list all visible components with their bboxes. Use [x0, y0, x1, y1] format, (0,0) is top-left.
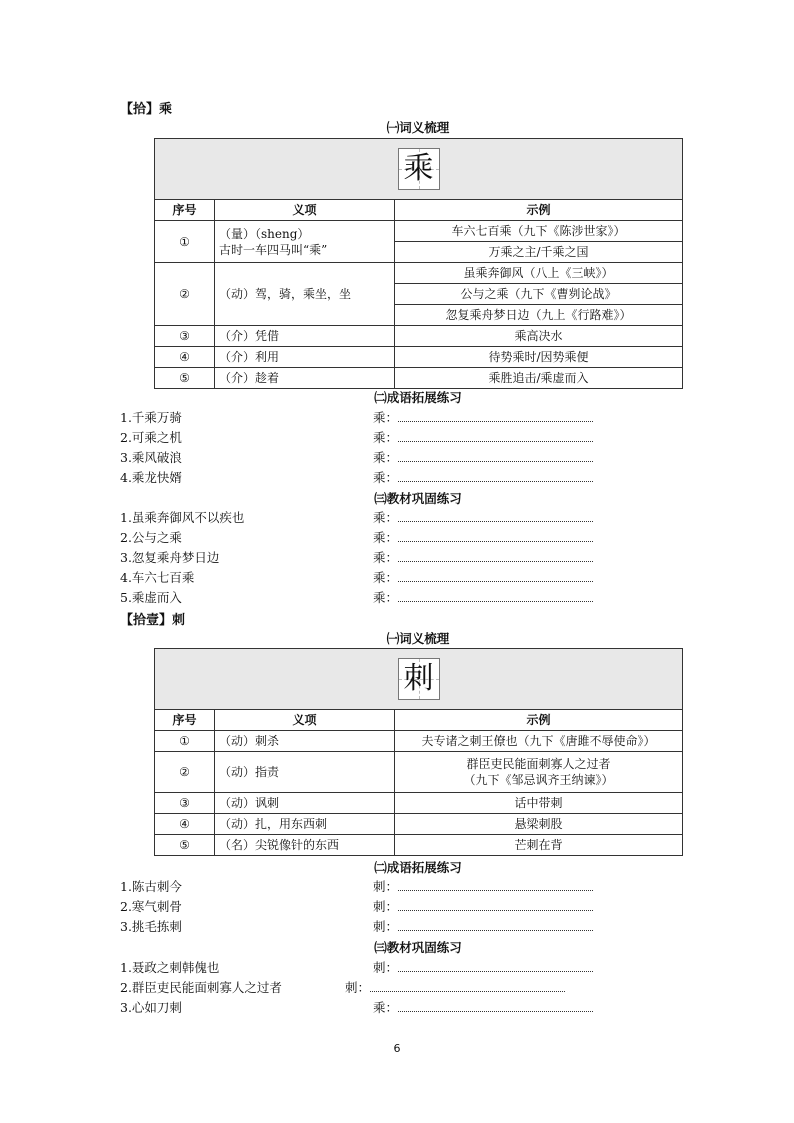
textbook-item: 2.公与之乘: [120, 530, 182, 545]
example-cell: 万乘之主/千乘之国: [395, 242, 683, 263]
row-number: ①: [155, 221, 215, 263]
textbook-item: 2.群臣吏民能面刺寡人之过者: [120, 980, 282, 995]
textbook-item: 5.乘虚而入: [120, 590, 182, 605]
example-cell: 夫专诸之刺王僚也（九下《唐雎不辱使命》）: [395, 731, 683, 752]
idiom-item: 3.乘风破浪: [120, 450, 182, 465]
answer-line[interactable]: 乘：: [373, 408, 593, 428]
subheading-idioms: ㈡成语拓展练习: [374, 390, 462, 405]
meaning-table-ci: [154, 648, 683, 856]
meaning-cell: （动）指责: [215, 752, 395, 793]
textbook-item: 1.虽乘奔御风不以疾也: [120, 510, 245, 525]
row-number: ④: [155, 814, 215, 835]
subheading-idioms: ㈡成语拓展练习: [374, 860, 462, 875]
idiom-item: 1.千乘万骑: [120, 410, 182, 425]
answer-line[interactable]: 乘：: [373, 588, 593, 608]
example-cell: 乘高决水: [395, 326, 683, 347]
meaning-table-cheng: [154, 138, 683, 389]
meaning-cell: （介）利用: [215, 347, 395, 368]
col-header-meaning: 义项: [215, 200, 395, 221]
meaning-cell: （动）扎，用东西刺: [215, 814, 395, 835]
answer-line[interactable]: 刺：: [373, 917, 593, 937]
row-number: ⑤: [155, 835, 215, 856]
example-cell: 待势乘时/因势乘便: [395, 347, 683, 368]
subheading-meaning: ㈠词义梳理: [386, 631, 450, 646]
meaning-cell: （介）趁着: [215, 368, 395, 389]
textbook-item: 3.忽复乘舟梦日边: [120, 550, 220, 565]
row-number: ④: [155, 347, 215, 368]
row-number: ③: [155, 793, 215, 814]
example-cell: 忽复乘舟梦日边（九上《行路难》）: [395, 305, 683, 326]
meaning-cell: （量）（sheng） 古时一车四马叫“乘”: [215, 221, 395, 263]
answer-line[interactable]: 刺：: [345, 978, 565, 998]
answer-line[interactable]: 乘：: [373, 568, 593, 588]
example-cell: 悬梁刺股: [395, 814, 683, 835]
row-number: ③: [155, 326, 215, 347]
idiom-item: 4.乘龙快婿: [120, 470, 182, 485]
section-title-ci: 【拾壹】刺: [120, 613, 186, 628]
answer-line[interactable]: 刺：: [373, 897, 593, 917]
col-header-example: 示例: [395, 200, 683, 221]
answer-line[interactable]: 乘：: [373, 448, 593, 468]
col-header-no: 序号: [155, 200, 215, 221]
textbook-item: 3.心如刀刺: [120, 1000, 182, 1015]
meaning-cell: （名）尖锐像针的东西: [215, 835, 395, 856]
answer-line[interactable]: 乘：: [373, 528, 593, 548]
example-cell: 乘胜追击/乘虚而入: [395, 368, 683, 389]
row-number: ①: [155, 731, 215, 752]
answer-line[interactable]: 乘：: [373, 468, 593, 488]
example-cell: 话中带刺: [395, 793, 683, 814]
textbook-item: 4.车六七百乘: [120, 570, 195, 585]
page-number: 6: [393, 1042, 401, 1055]
subheading-textbook: ㈢教材巩固练习: [374, 940, 462, 955]
character-header: [155, 139, 683, 200]
answer-line[interactable]: 刺：: [373, 877, 593, 897]
meaning-cell: （动）讽刺: [215, 793, 395, 814]
col-header-example: 示例: [395, 710, 683, 731]
row-number: ②: [155, 752, 215, 793]
meaning-cell: （动）驾，骑，乘坐，坐: [215, 263, 395, 326]
answer-line[interactable]: 乘：: [373, 548, 593, 568]
answer-line[interactable]: 乘：: [373, 508, 593, 528]
subheading-meaning: ㈠词义梳理: [386, 120, 450, 135]
example-cell: 公与之乘（九下《曹刿论战》: [395, 284, 683, 305]
idiom-item: 3.挑毛拣刺: [120, 919, 182, 934]
textbook-item: 1.聂政之刺韩傀也: [120, 960, 220, 975]
meaning-cell: （介）凭借: [215, 326, 395, 347]
character-header: [155, 649, 683, 710]
big-character-box: 乘: [398, 148, 440, 190]
idiom-item: 2.可乘之机: [120, 430, 182, 445]
example-cell: 群臣吏民能面刺寡人之过者 （九下《邹忌讽齐王纳谏》）: [395, 752, 683, 793]
answer-line[interactable]: 乘：: [373, 428, 593, 448]
col-header-no: 序号: [155, 710, 215, 731]
idiom-item: 2.寒气刺骨: [120, 899, 182, 914]
row-number: ⑤: [155, 368, 215, 389]
answer-line[interactable]: 刺：: [373, 958, 593, 978]
row-number: ②: [155, 263, 215, 326]
example-cell: 芒刺在背: [395, 835, 683, 856]
example-cell: 车六七百乘（九下《陈涉世家》）: [395, 221, 683, 242]
subheading-textbook: ㈢教材巩固练习: [374, 491, 462, 506]
section-title-cheng: 【拾】乘: [120, 102, 173, 117]
example-cell: 虽乘奔御风（八上《三峡》）: [395, 263, 683, 284]
idiom-item: 1.陈古刺今: [120, 879, 182, 894]
answer-line[interactable]: 乘：: [373, 998, 593, 1018]
col-header-meaning: 义项: [215, 710, 395, 731]
big-character-box: 刺: [398, 658, 440, 700]
meaning-cell: （动）刺杀: [215, 731, 395, 752]
